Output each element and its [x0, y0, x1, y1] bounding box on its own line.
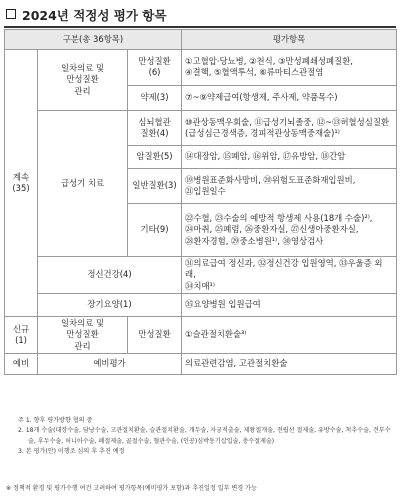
mental-items: ㉛의료급여 정신과, ㉜정신건강 입원영역, ㉝우울증 외래, ㉞치매¹⁾ — [182, 257, 397, 294]
row-cardio: 심뇌혈관 질환(4) — [128, 111, 182, 146]
table-row — [5, 50, 397, 86]
table-header-row — [5, 30, 397, 50]
table-notes — [6, 416, 394, 457]
row-drug: 약제(3) — [128, 85, 182, 110]
group-continuing: 계속 (35) — [5, 50, 38, 317]
longterm-items: ㉟요양병원 입원급여 — [182, 294, 397, 317]
cancer-items: ⑭대장암, ⑮폐암, ⑯위암, ⑰유방암, ⑱간암 — [182, 146, 397, 169]
row-chronic-disease: 만성질환 (6) — [128, 50, 182, 86]
drug-items: ⑦~⑨약제급여(항생제, 주사제, 약품목수) — [182, 85, 397, 110]
table-row — [5, 317, 397, 354]
cardio-items: ⑩관상동맥우회술, ⑪급성기뇌졸중, ⑫~⑬허혈성심질환 (급성심근경색증, 경피적관상동맥중재술)¹⁾ — [182, 111, 397, 146]
row-general: 일반질환(3) — [128, 169, 182, 204]
evaluation-items-table — [4, 29, 397, 375]
row-reserve-eval: 예비평가 — [38, 354, 182, 375]
note-2: 2. 18개 수술(대장수술, 담낭수술, 고관절치환술, 슬관절치환술, 개두술, 자궁적출술, 제왕절개술, 전립선 절제술, 유방수술, 척추수술, 견부수술, 후두수술, 허니아수술, 폐절제술, 골절수술, 혈관수술, (인공)심박동기삽입술, 충수절제술) — [18, 427, 391, 445]
general-items: ⑲병원표준화사망비, ⑳위험도표준화재입원비, ㉑입원일수 — [182, 169, 397, 204]
row-new-primary-care: 일차의료 및 만성질환 관리 — [38, 317, 128, 354]
row-new-chronic: 만성질환 — [128, 317, 182, 354]
table-row — [5, 257, 397, 294]
table-row — [5, 354, 397, 375]
document-title-bar — [4, 4, 396, 28]
group-new: 신규 (1) — [5, 317, 38, 354]
etc-items: ㉒수혈, ㉓수술의 예방적 항생제 사용(18개 수술)²⁾, ㉔마취, ㉕폐렴, ㉖중환자실, ㉗신생아중환자실, ㉘환자경험, ㉙중소병원¹⁾, ㉚영상검사 — [182, 204, 397, 257]
row-long-term-care: 장기요양(1) — [38, 294, 182, 317]
row-mental-health: 정신건강(4) — [38, 257, 182, 294]
row-cancer: 암질환(5) — [128, 146, 182, 169]
note-3: 3. 본 평가(안) 이행조 심의 후 추진 예정 — [18, 448, 125, 456]
group-reserve: 예비 — [5, 354, 38, 375]
reserve-items: 의료관련감염, 고관절치환술 — [182, 354, 397, 375]
checkbox-square-icon — [6, 9, 16, 19]
row-etc: 기타(9) — [128, 204, 182, 257]
table-row — [5, 111, 397, 146]
new-items: ①슬관절치환술³⁾ — [182, 317, 397, 354]
chronic-items: ①고혈압·당뇨병, ②천식, ③만성폐쇄성폐질환, ④결핵, ⑤혈액투석, ⑥류마티스관절염 — [182, 50, 397, 86]
row-acute-care: 급성기 치료 — [38, 111, 128, 257]
row-primary-care: 일차의료 및 만성질환 관리 — [38, 50, 128, 111]
header-items: 평가항목 — [182, 30, 397, 50]
policy-footnote: ※ 정책적 환경 및 평가수행 여건 고려하여 평가항목(예비평가 포함)과 추진일정 일부 변경 가능 — [6, 485, 257, 492]
header-category: 구분(총 36항목) — [5, 30, 182, 50]
table-row — [5, 294, 397, 317]
page-title: 2024년 적정성 평가 항목 — [22, 8, 167, 23]
note-1: 주 1. 향후 평가방향 협의 중 — [18, 417, 93, 424]
